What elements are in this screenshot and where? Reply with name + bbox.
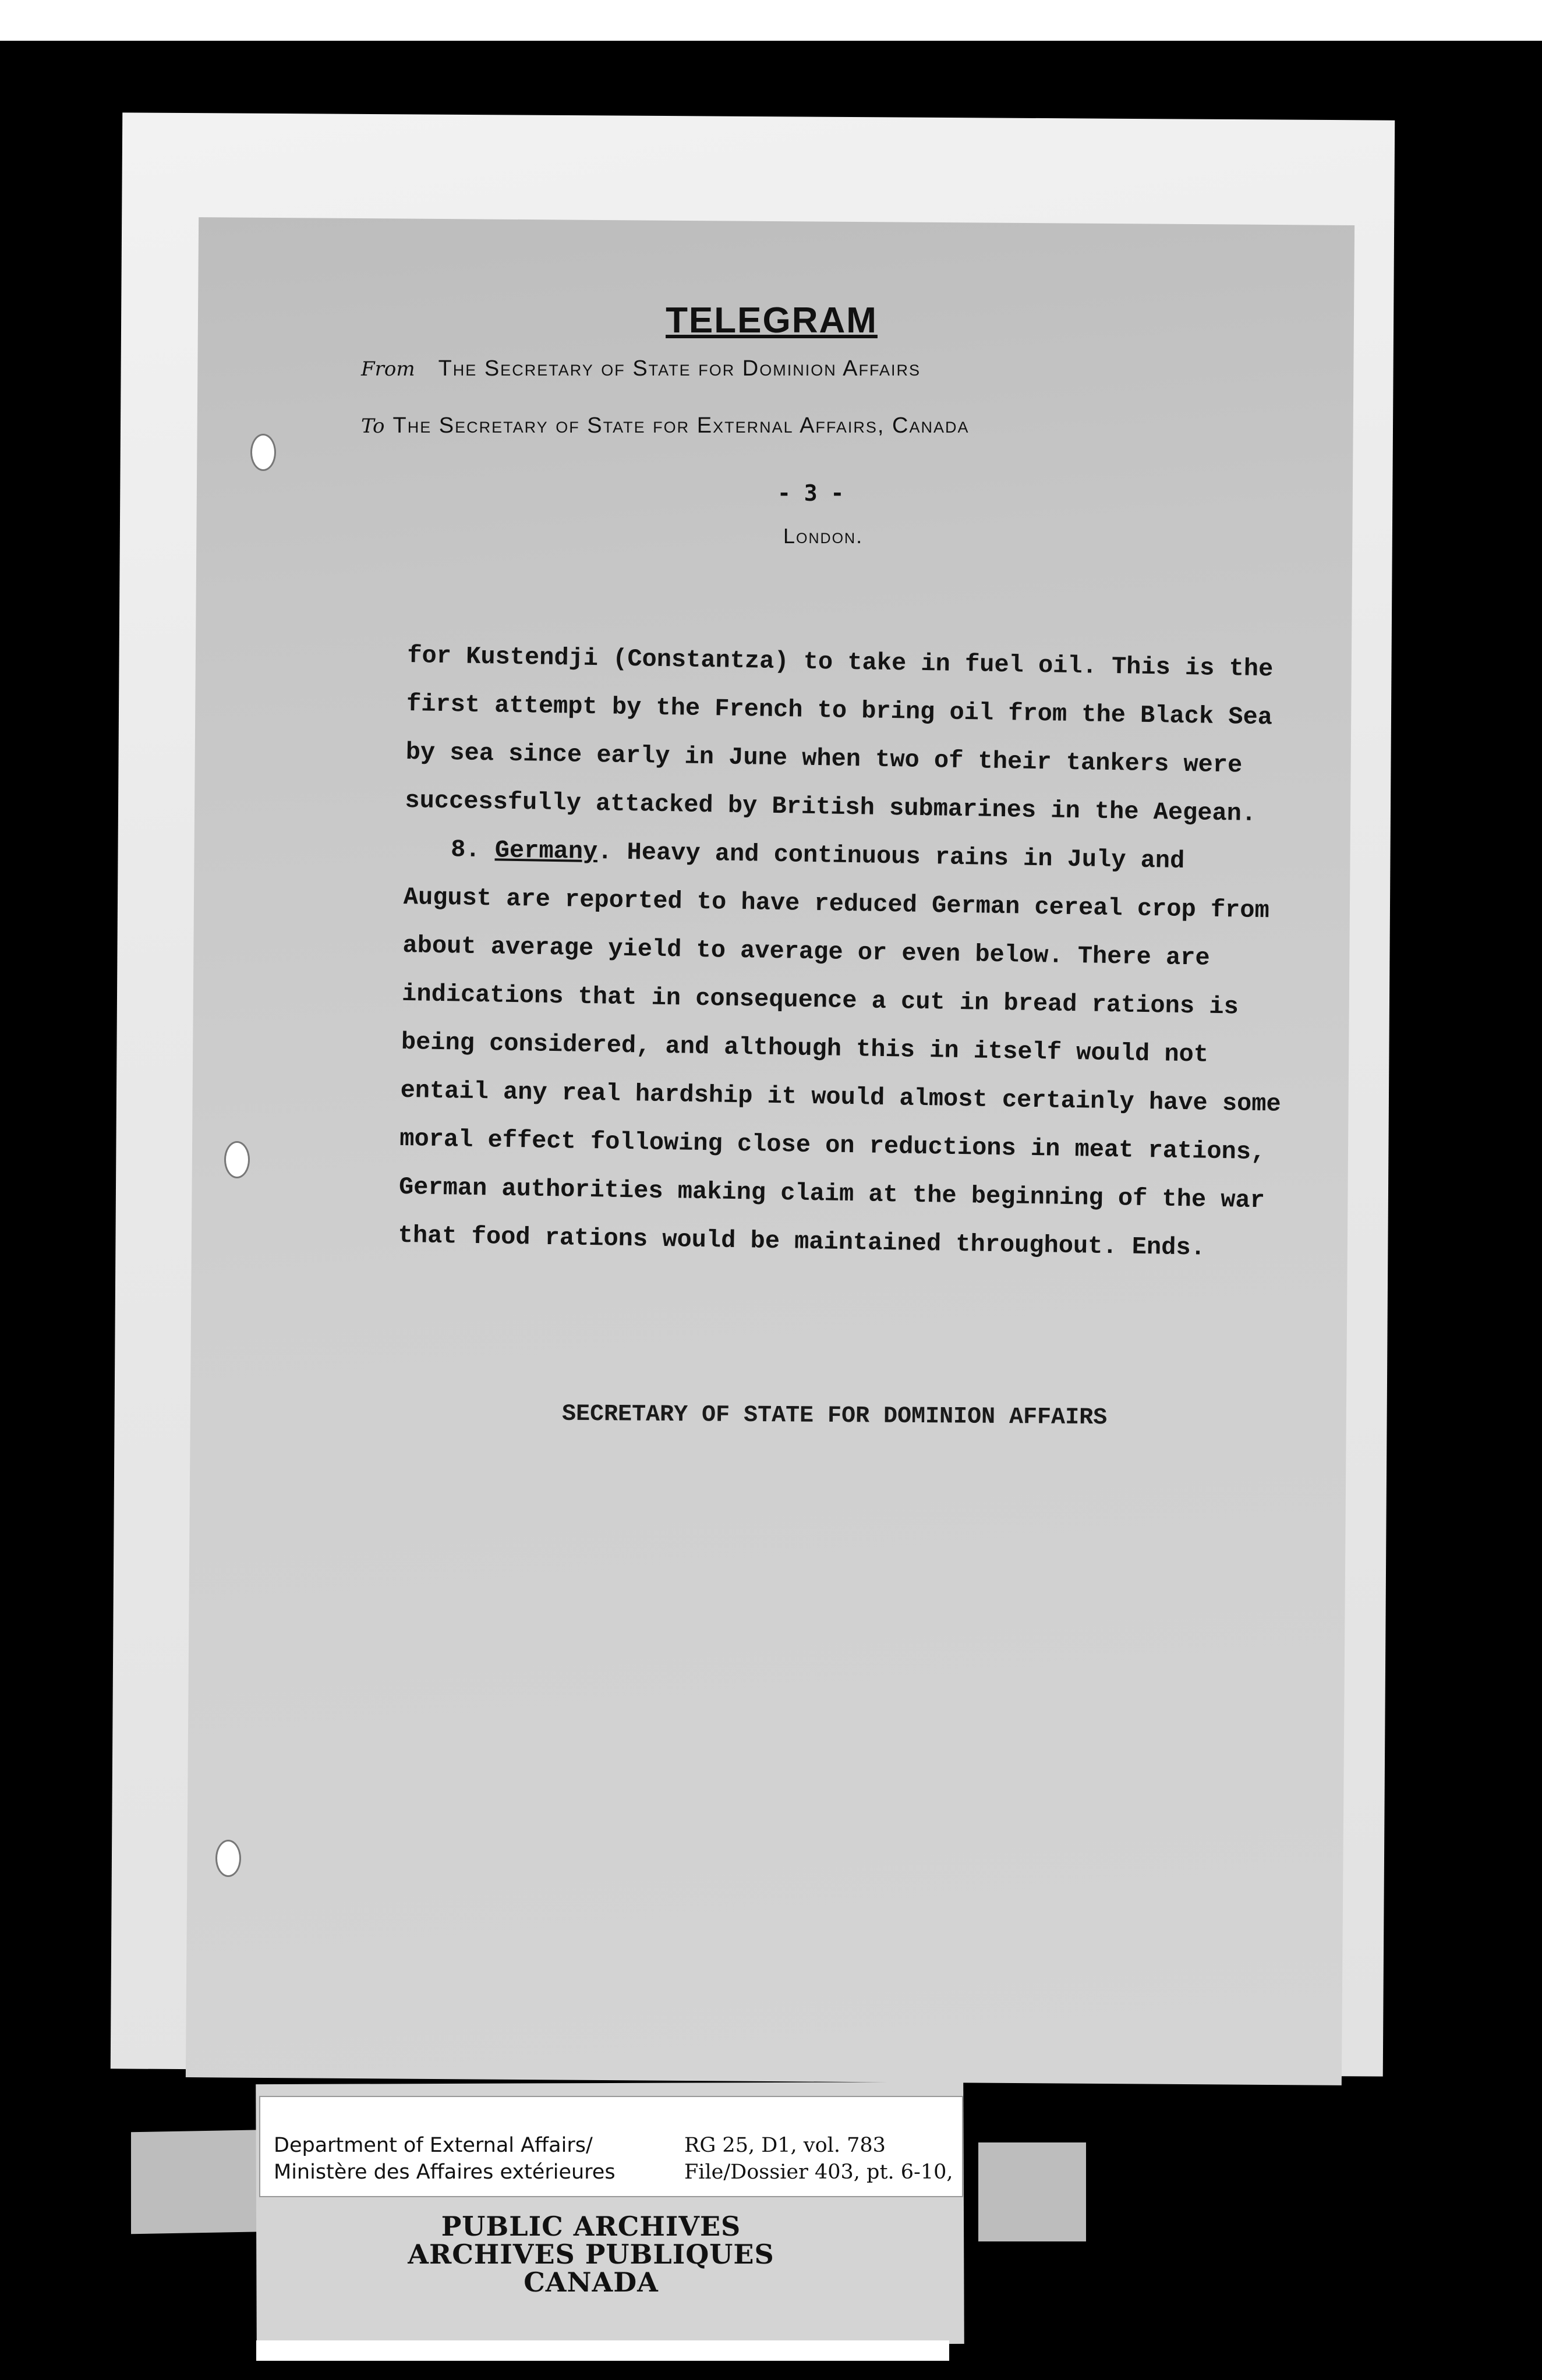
paragraph-number: 8. [450, 835, 480, 864]
page-number: - 3 - [777, 480, 844, 506]
body-line: being considered, and although this in itself would not [401, 1028, 1209, 1069]
body-line: about average yield to average or even below. There are [402, 931, 1210, 972]
to-text: The Secretary of State for External Affairs, Canada [392, 413, 970, 438]
body-line: that food rations would be maintained throughout. Ends. [398, 1221, 1206, 1262]
archives-line-english: PUBLIC ARCHIVES [441, 2211, 741, 2242]
punch-hole-top [250, 434, 276, 471]
bottom-strip [256, 2340, 949, 2361]
stamp-bracket-right [978, 2142, 1086, 2241]
body-line: for Kustendji (Constantza) to take in fuel oil. This is the [406, 641, 1274, 683]
from-line [361, 356, 921, 381]
body-line: indications that in consequence a cut in bread rations is [401, 979, 1239, 1021]
city-line: London. [783, 524, 864, 548]
body-line: German authorities making claim at the beginning of the war [398, 1173, 1265, 1215]
archives-line-french: ARCHIVES PUBLIQUES [408, 2239, 774, 2270]
paragraph-text: Heavy and continuous rains in July and [627, 838, 1185, 876]
heading-period: . [597, 838, 613, 866]
department-line-french: Ministère des Affaires extérieures [274, 2161, 616, 2184]
telegram-body [398, 632, 1282, 1273]
body-line: successfully attacked by British submarines in the Aegean. [405, 786, 1257, 828]
record-group-line: RG 25, D1, vol. 783 [684, 2134, 886, 2157]
body-line: moral effect following close on reductions in meat rations, [399, 1124, 1266, 1167]
to-label: To [361, 415, 385, 438]
department-text [274, 2132, 616, 2186]
top-border [0, 0, 1542, 41]
file-reference-text [684, 2132, 953, 2186]
paragraph-heading: Germany [494, 836, 598, 866]
body-line: entail any real hardship it would almost certainly have some [400, 1076, 1282, 1118]
department-line-english: Department of External Affairs/ [274, 2134, 593, 2157]
archives-line-country: CANADA [524, 2266, 659, 2298]
to-line [361, 413, 970, 438]
signature-line: SECRETARY OF STATE FOR DOMINION AFFAIRS [561, 1401, 1108, 1432]
body-line: first attempt by the French to bring oil from the Black Sea [406, 689, 1273, 732]
body-line: August are reported to have reduced German cereal crop from [403, 883, 1270, 925]
telegram-title: TELEGRAM [666, 300, 878, 341]
from-text: The Secretary of State for Dominion Affairs [438, 356, 921, 381]
punch-hole-middle [224, 1141, 250, 1178]
public-archives-stamp [373, 2212, 809, 2296]
file-dossier-line: File/Dossier 403, pt. 6-10, [684, 2161, 953, 2184]
from-label: From [361, 357, 415, 381]
punch-hole-bottom [215, 1840, 241, 1877]
body-line: by sea since early in June when two of their tankers were [405, 738, 1243, 780]
